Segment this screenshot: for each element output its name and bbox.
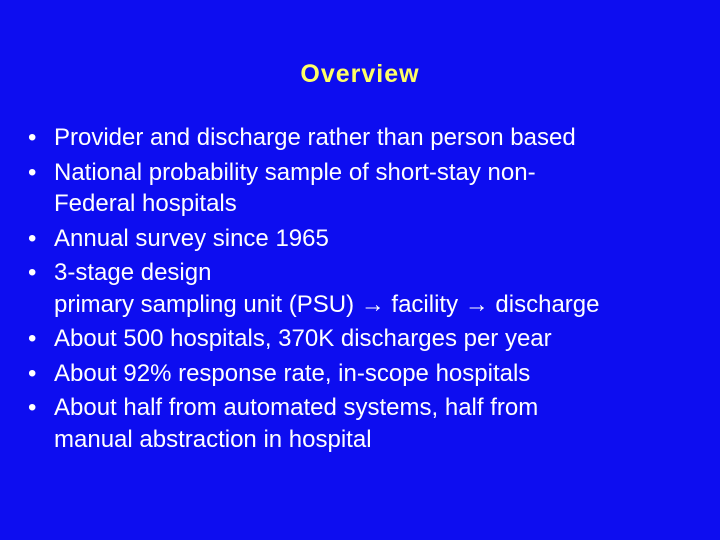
bullet-text: About 92% response rate, in-scope hospitals: [54, 359, 531, 387]
bullet-dot: •: [28, 359, 37, 387]
bullet-item: [28, 157, 698, 220]
bullet-item: [28, 323, 698, 355]
bullet-dot: •: [28, 325, 37, 352]
bullet-item: [28, 358, 698, 390]
bullet-text: National probability sample of short-stay non-: [54, 158, 536, 186]
bullet-dot: •: [28, 158, 37, 186]
bullet-text: About 500 hospitals, 370K discharges per year: [54, 325, 552, 352]
bullet-text: Annual survey since 1965: [54, 224, 329, 252]
bullet-list: [28, 122, 698, 458]
bullet-dot: •: [28, 124, 37, 151]
bullet-item: [28, 257, 698, 320]
bullet-item: [28, 122, 698, 154]
bullet-dot: •: [28, 394, 37, 421]
slide-title: [0, 60, 720, 89]
bullet-dot: •: [28, 259, 37, 286]
bullet-text: About half from automated systems, half from: [54, 394, 539, 421]
bullet-item: [28, 223, 698, 255]
bullet-item: [28, 392, 698, 455]
bullet-text-continued: manual abstraction in hospital: [54, 425, 372, 453]
slide-title-text: Overview: [300, 60, 420, 88]
bullet-text-continued: Federal hospitals: [54, 190, 237, 217]
bullet-text: Provider and discharge rather than person based: [54, 124, 576, 151]
bullet-dot: •: [28, 224, 37, 252]
bullet-text-continued: primary sampling unit (PSU) → facility → discharge: [54, 290, 600, 318]
bullet-text: 3-stage design: [54, 259, 212, 286]
